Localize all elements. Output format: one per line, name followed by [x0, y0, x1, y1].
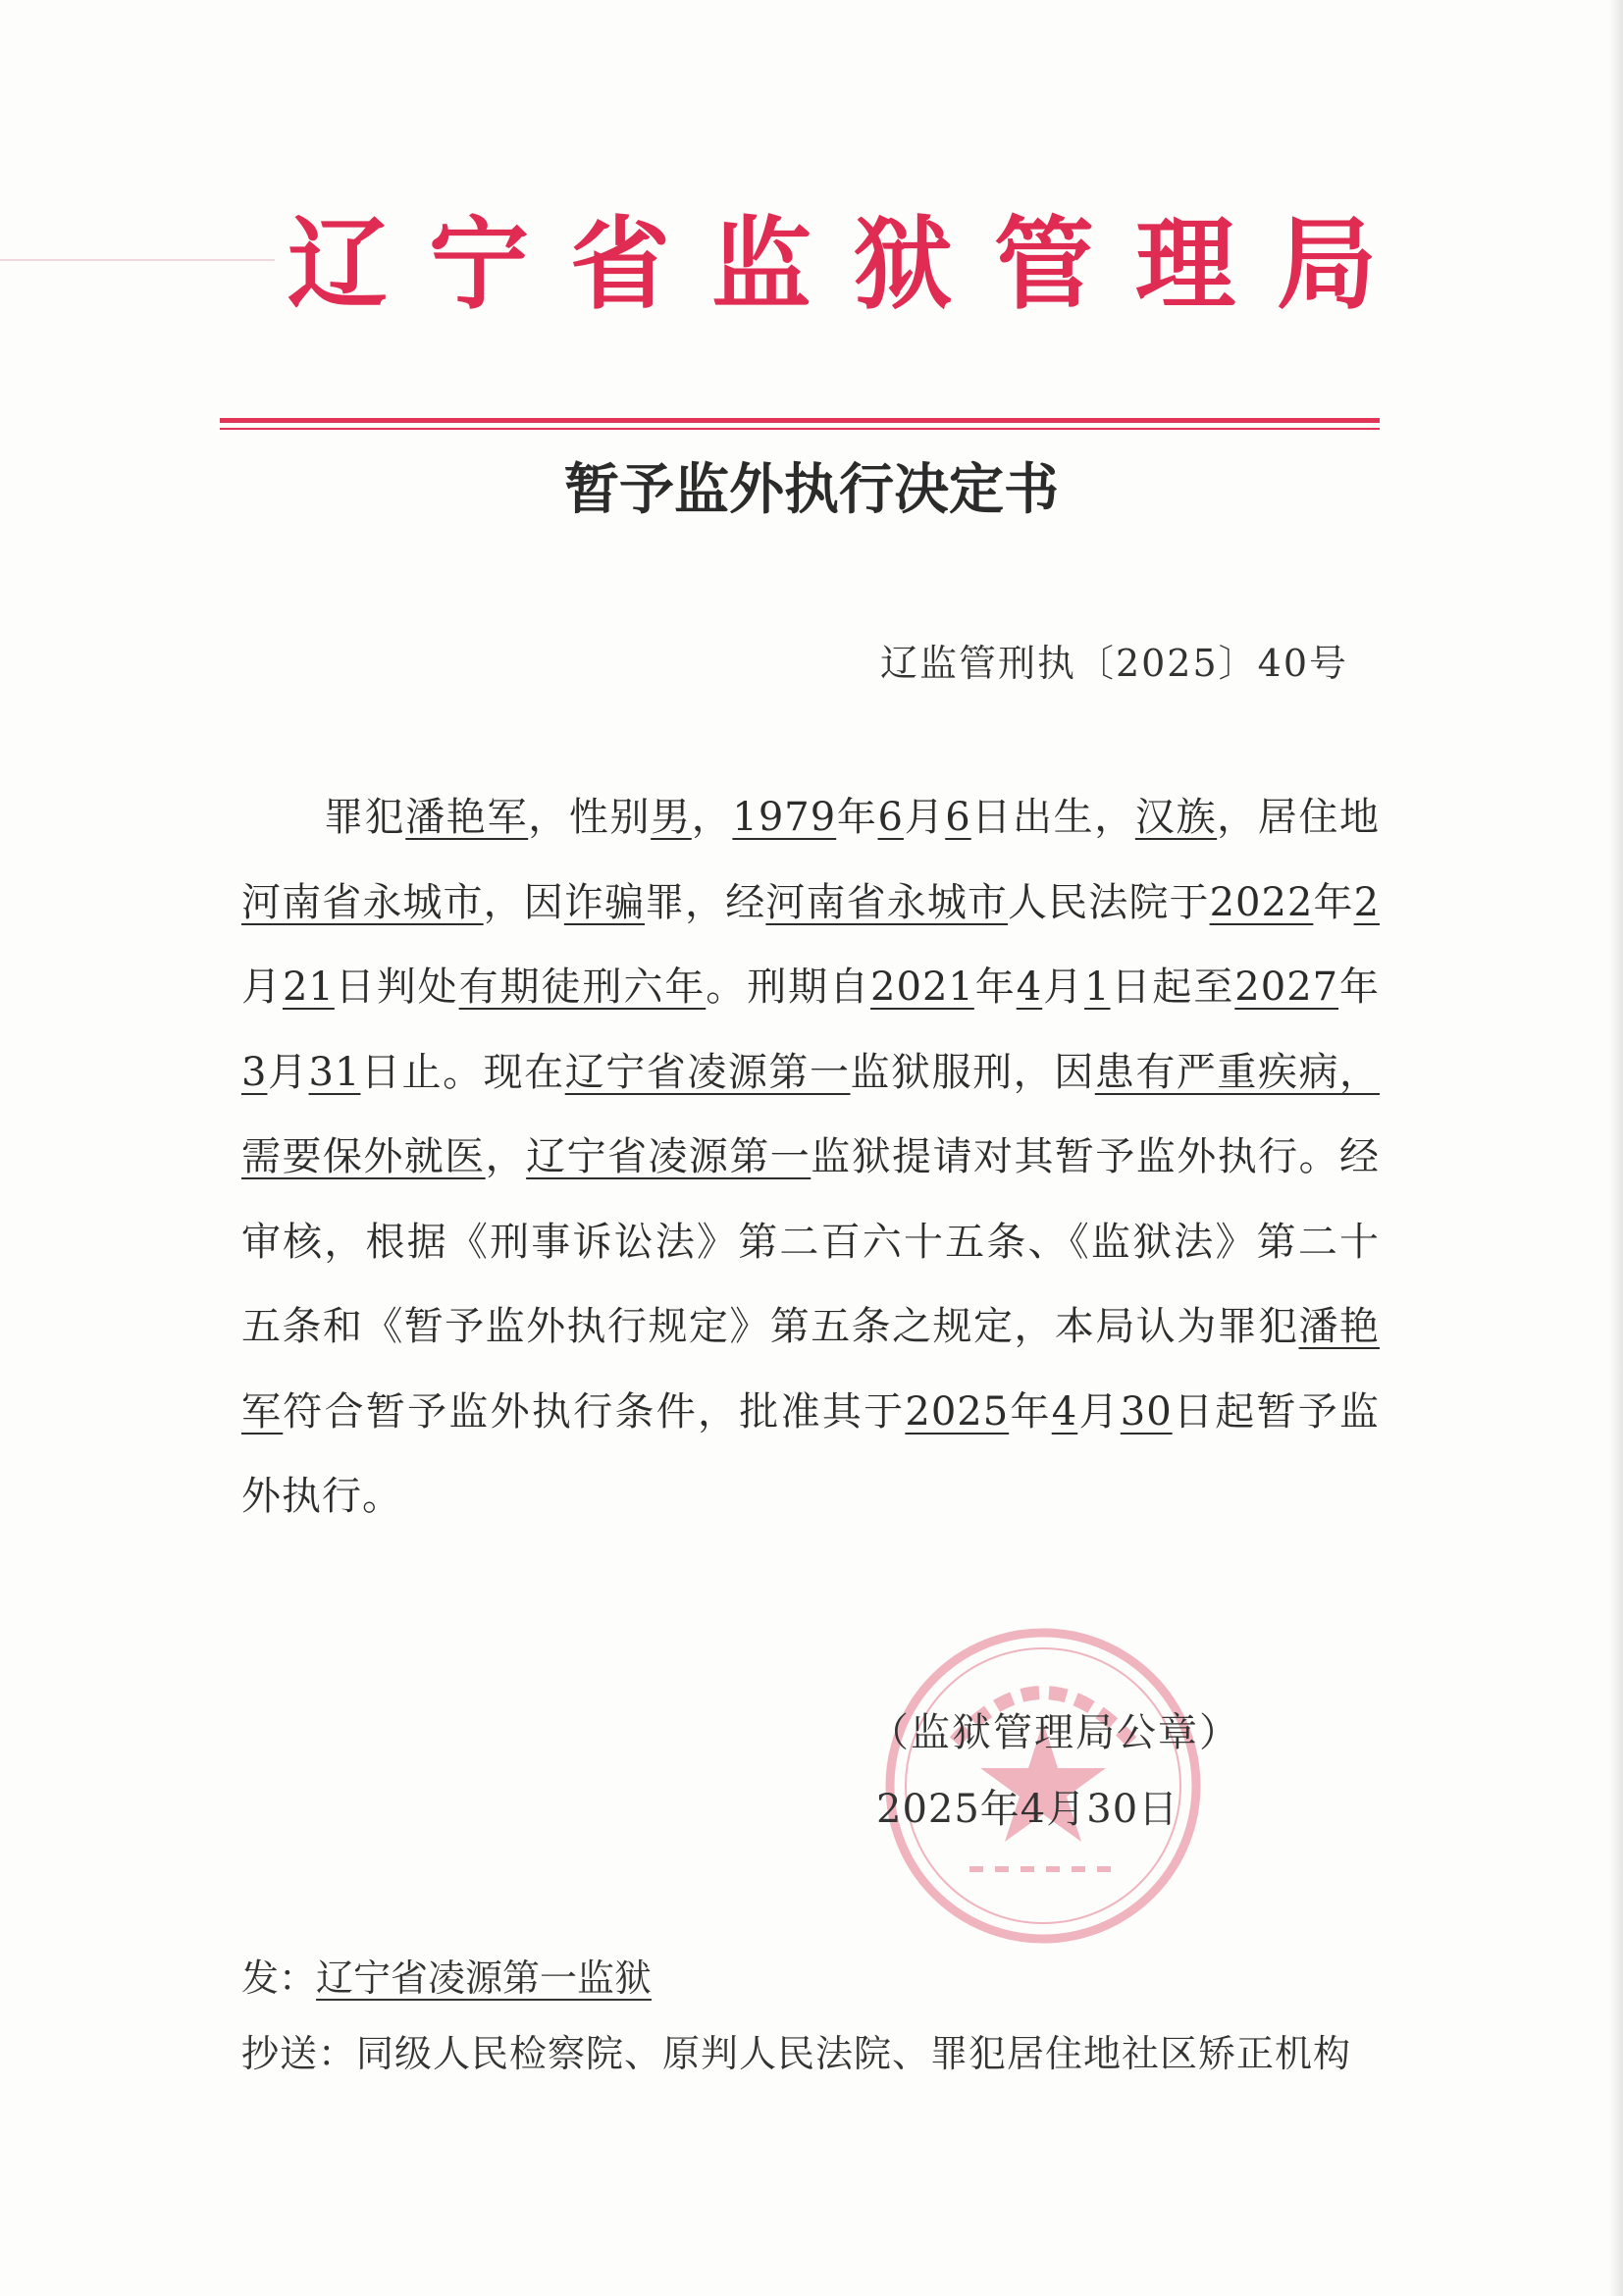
prison-name: 辽宁省凌源第一 — [564, 1049, 851, 1095]
issue-date: 2025年4月30日 — [876, 1787, 1179, 1832]
gender: 男 — [651, 795, 692, 840]
approval-year: 2025 — [905, 1388, 1010, 1435]
offender-name: 潘艳军 — [405, 795, 529, 840]
approval-month: 4 — [1051, 1388, 1078, 1435]
seal-caption: （监狱管理局公章） — [869, 1710, 1240, 1755]
approval-day: 30 — [1120, 1388, 1173, 1435]
judgment-day: 21 — [282, 965, 335, 1010]
birth-month: 6 — [877, 795, 904, 840]
prison-name: 辽宁省凌源第一 — [526, 1134, 812, 1179]
term-start-month: 4 — [1016, 965, 1043, 1010]
decision-body: 罪犯潘艳军，性别男，1979年6月6日出生，汉族，居住地河南省永城市，因诈骗罪，经河南省永城市人民法院于2022年2月21日判处有期徒刑六年。刑期自2021年4月1日起至2027年3月31日止。现在辽宁省凌源第一监狱服刑，因患有严重疾病，需要保外就医，辽宁省凌源第一监狱提请对其暂予监外执行。经审核，根据《刑事诉讼法》第二百六十五条、《监狱法》第二十五条和《暂予监外执行规定》第五条之规定，本局认为罪犯潘艳军符合暂予监外执行条件，批准其于2025年4月30日起暂予监外执行。 — [241, 795, 1381, 1519]
term-start-year: 2021 — [870, 965, 974, 1010]
header-rule-thick — [220, 418, 1380, 423]
document-title: 暂予监外执行决定书 — [564, 458, 1059, 522]
term-end-day: 31 — [308, 1049, 361, 1095]
court: 河南省永城市 — [765, 879, 1009, 925]
agency-header: 辽宁省监狱管理局 — [288, 207, 1418, 324]
sentence: 有期徒刑六年 — [458, 965, 707, 1010]
issue-recipient: 辽宁省凌源第一监狱 — [316, 1957, 653, 2000]
term-end-year: 2027 — [1234, 965, 1339, 1010]
judgment-month: 2 — [1353, 879, 1381, 925]
offender-name: 潘艳军 — [241, 1304, 1381, 1435]
issue-label: 发： — [241, 1957, 317, 2000]
scan-edge — [1609, 0, 1623, 2296]
residence: 河南省永城市 — [241, 879, 484, 925]
header-rule-thin — [220, 428, 1380, 430]
term-start-day: 1 — [1084, 965, 1111, 1010]
reason: 患有严重疾病，需要保外就医 — [241, 1049, 1381, 1179]
term-end-month: 3 — [241, 1049, 268, 1095]
birth-year: 1979 — [732, 795, 837, 840]
birth-day: 6 — [945, 795, 971, 840]
crime: 诈骗 — [563, 879, 646, 925]
judgment-year: 2022 — [1209, 879, 1314, 925]
issue-line — [241, 1948, 652, 2002]
document-number: 辽监管刑执〔2025〕40号 — [879, 642, 1348, 685]
ethnicity: 汉族 — [1134, 795, 1218, 840]
cc-line: 抄送：同级人民检察院、原判人民法院、罪犯居住地社区矫正机构 — [241, 2032, 1352, 2075]
